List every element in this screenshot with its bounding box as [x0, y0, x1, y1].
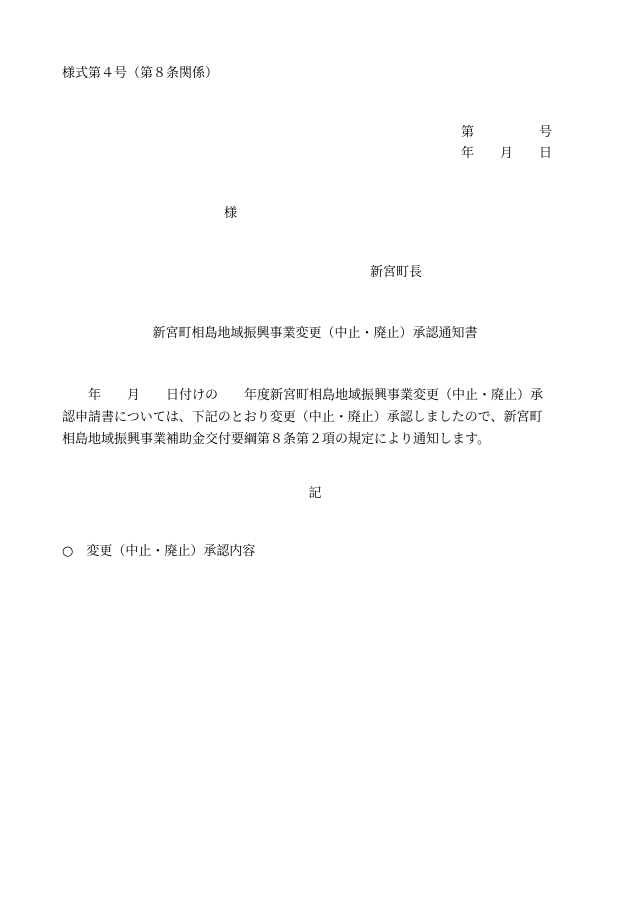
document-title: 新宮町相島地域振興事業変更（中止・廃止）承認通知書	[152, 326, 478, 341]
approval-item: ○ 変更（中止・廃止）承認内容	[62, 544, 256, 559]
recipient-suffix: 様	[224, 206, 238, 221]
number-prefix: 第	[461, 125, 475, 140]
body-line-2: 認申請書については、下記のとおり変更（中止・廃止）承認しましたので、新宮町	[62, 410, 543, 425]
date-year: 年	[461, 146, 475, 161]
document-number	[461, 126, 552, 139]
form-label: 様式第４号（第８条関係）	[62, 66, 219, 81]
body-line-1: 年 月 日付けの 年度新宮町相島地域振興事業変更（中止・廃止）承	[62, 388, 544, 403]
ki-heading: 記	[308, 486, 322, 501]
body-text	[62, 385, 554, 451]
number-suffix: 号	[538, 125, 552, 140]
body-line-3: 相島地域振興事業補助金交付要綱第８条第２項の規定により通知します。	[62, 432, 490, 447]
sender: 新宮町長	[370, 265, 423, 280]
date-day: 日	[538, 146, 552, 161]
document-date	[461, 147, 552, 160]
date-month: 月	[499, 146, 513, 161]
